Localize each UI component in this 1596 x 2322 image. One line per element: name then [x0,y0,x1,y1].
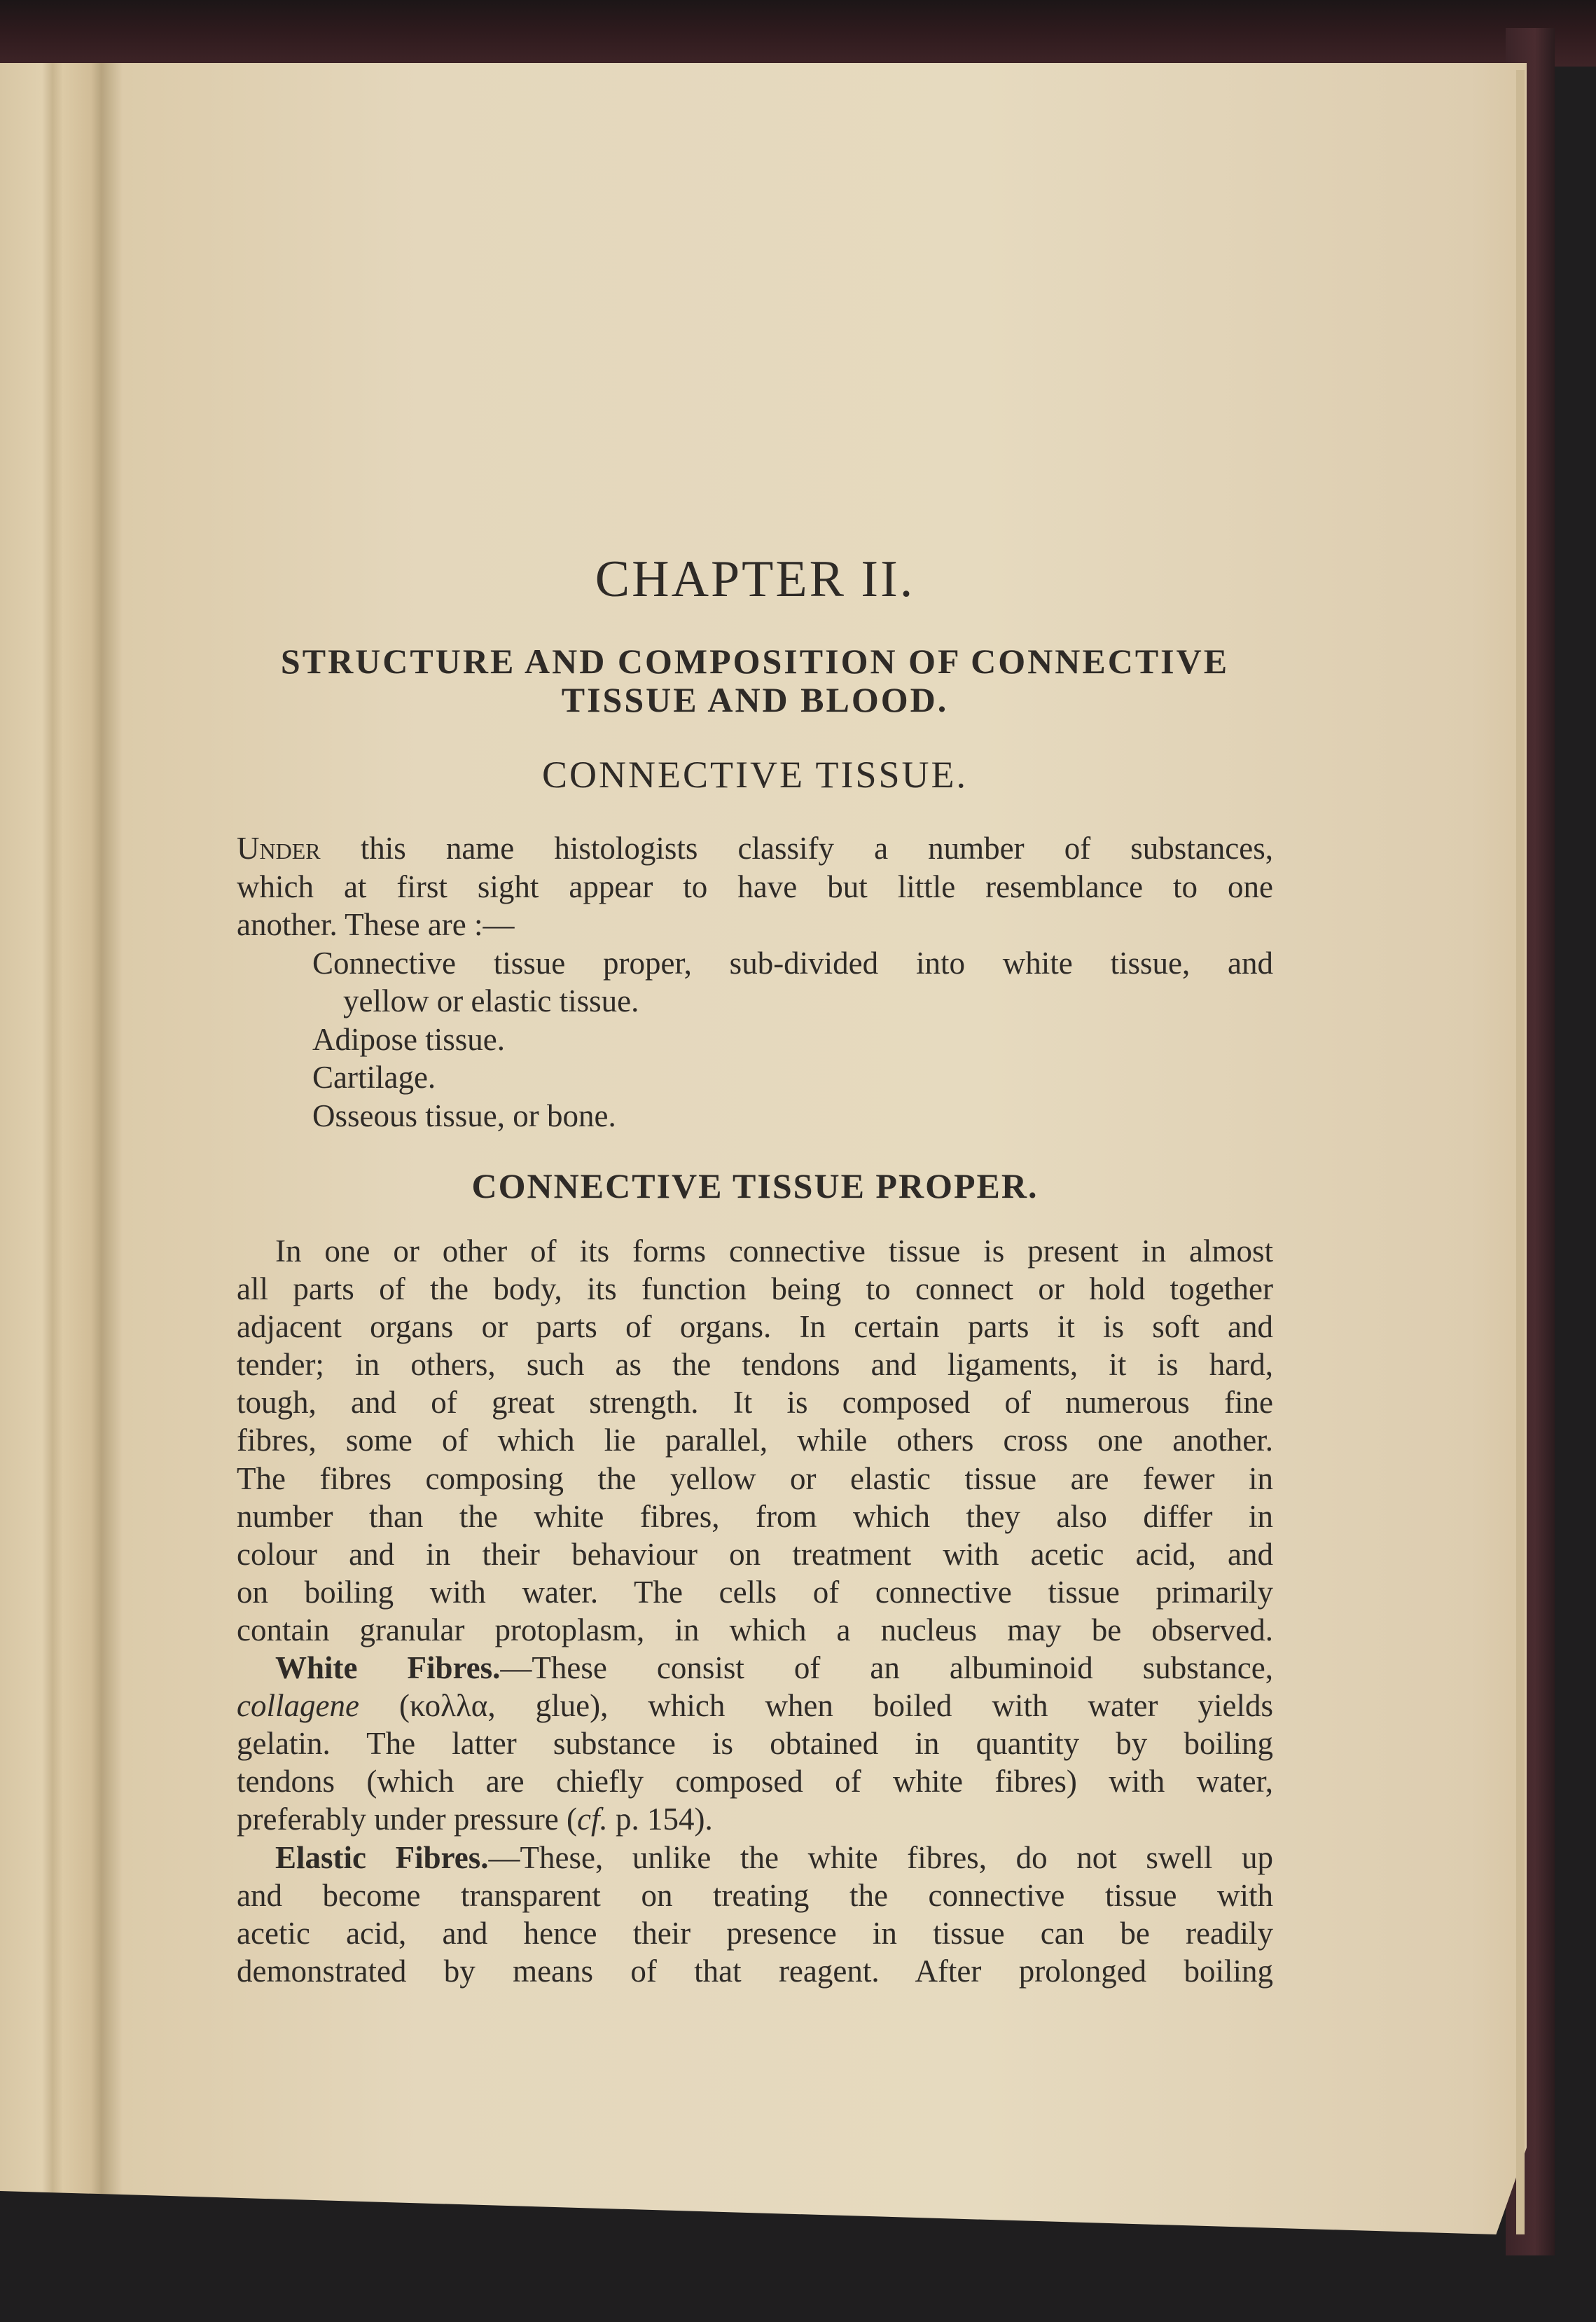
text-run: Adipose tissue. [312,1021,505,1057]
text-run: adjacent organs or parts of organs. In certain parts it is soft and [237,1309,1273,1345]
text-line [237,1952,1273,1990]
text-line [237,1383,1273,1421]
text-line [237,1270,1273,1308]
text-run: cf. [577,1802,608,1837]
text-line [237,868,1273,906]
text-run: —These, unlike the white fibres, do not swell up [488,1839,1273,1875]
text-line [237,982,1273,1021]
text-line [237,1058,1273,1097]
text-run: Cartilage. [312,1060,436,1095]
text-line [237,1839,1273,1877]
text-run: The fibres composing the yellow or elastic tissue are fewer in [237,1460,1273,1496]
text-run: Connective tissue proper, sub-divided into white tissue, and [312,945,1273,981]
text-run: another. These are :— [237,907,515,942]
text-run: Osseous tissue, or bone. [312,1098,616,1133]
text-line [237,1573,1273,1611]
intro-paragraph [237,829,1273,1135]
text-run: p. 154). [607,1802,713,1837]
text-run: tendons (which are chiefly composed of white fibres) with water, [237,1764,1273,1799]
run-in-heading: Elastic Fibres. [275,1839,489,1875]
text-line [237,1460,1273,1498]
body-paragraphs [237,1232,1273,1990]
text-run: In one or other of its forms connective tissue is present in almost [275,1233,1273,1269]
text-line [237,1649,1273,1687]
page-edge [1516,70,1525,2234]
text-run: gelatin. The latter substance is obtained in quantity by boiling [237,1726,1273,1762]
text-line [237,1535,1273,1573]
text-run: Under [237,831,321,866]
text-run: tough, and of great strength. It is composed of numerous fine [237,1385,1273,1421]
text-run: collagene [237,1688,359,1724]
text-line [237,829,1273,868]
text-run: acetic acid, and hence their presence in tissue can be readily [237,1915,1273,1951]
text-run: yellow or elastic tissue. [343,983,639,1018]
text-line [237,1725,1273,1762]
text-run: on boiling with water. The cells of connective tissue primarily [237,1574,1273,1610]
book-cover-top [0,0,1596,67]
text-line [237,1877,1273,1914]
text-run: number than the white fibres, from which they also differ in [237,1498,1273,1534]
text-run: this name histologists classify a number of substances, [320,831,1273,866]
section-heading-connective-tissue-proper: CONNECTIVE TISSUE PROPER. [471,1166,1039,1205]
chapter-title-line-1: STRUCTURE AND COMPOSITION OF CONNECTIVE [280,642,1230,681]
text-line [237,1308,1273,1346]
text-run: and become transparent on treating the connective tissue with [237,1877,1273,1913]
text-line [237,1914,1273,1952]
section-heading-connective-tissue: CONNECTIVE TISSUE. [541,754,968,796]
text-line [237,906,1273,944]
text-line [237,1421,1273,1459]
text-run: colour and in their behaviour on treatment with acetic acid, and [237,1536,1273,1572]
chapter-heading: CHAPTER II. [595,551,915,608]
chapter-title-line-2: TISSUE AND BLOOD. [561,680,949,719]
text-line [237,1762,1273,1800]
run-in-heading: White Fibres. [275,1650,501,1686]
text-line [237,944,1273,983]
text-run: preferably under pressure ( [237,1802,578,1837]
text-run: tender; in others, such as the tendons and ligaments, it is hard, [237,1347,1273,1383]
text-line [237,1687,1273,1725]
text-run: fibres, some of which lie parallel, while others cross one another. [237,1423,1273,1458]
text-run: —These consist of an albuminoid substance, [500,1650,1273,1686]
text-run: all parts of the body, its function being to connect or hold together [237,1271,1273,1307]
text-run: which at first sight appear to have but little resemblance to one [237,869,1273,904]
text-run: demonstrated by means of that reagent. After prolonged boiling [237,1953,1273,1989]
text-line [237,1800,1273,1838]
text-line [237,1346,1273,1383]
text-line [237,1021,1273,1059]
text-run: (κολλα, glue), which when boiled with water yields [359,1688,1273,1724]
text-line [237,1611,1273,1649]
text-run: contain granular protoplasm, in which a nucleus may be observed. [237,1612,1273,1647]
text-line [237,1498,1273,1535]
text-line [237,1097,1273,1135]
text-line [237,1232,1273,1270]
